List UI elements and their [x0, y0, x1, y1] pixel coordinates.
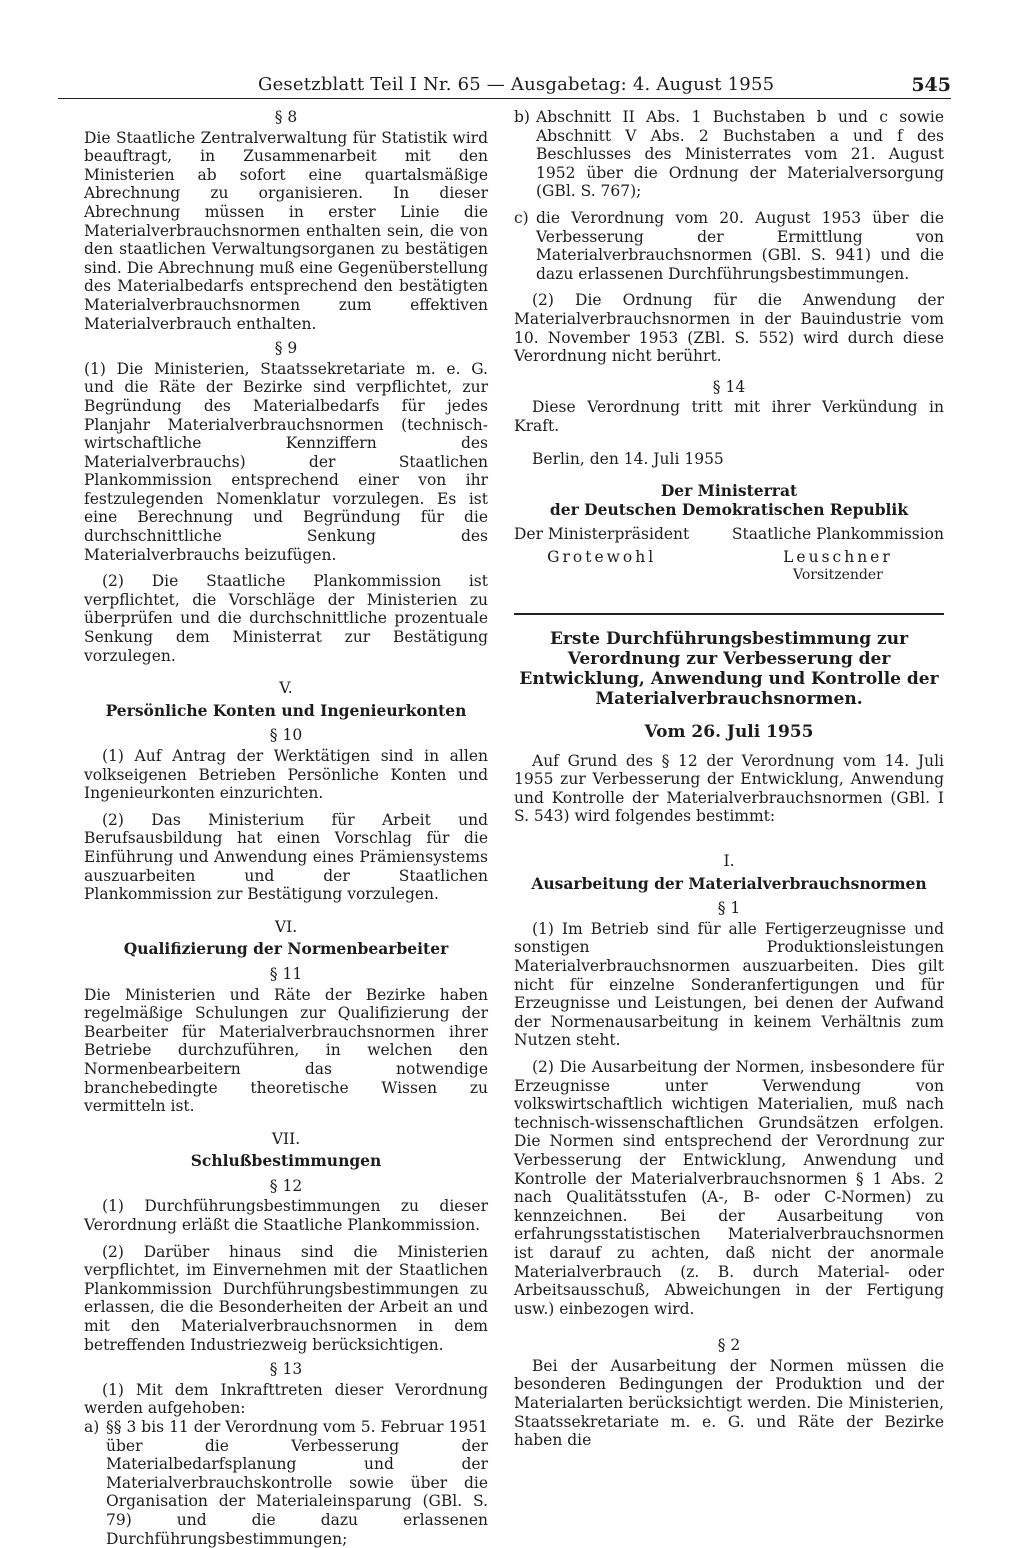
list-item-c: [514, 209, 944, 283]
section-13-paragraph-1: (1) Mit dem Inkrafttreten dieser Verordnung werden aufgehoben:: [84, 1380, 488, 1418]
signature-left: [514, 525, 689, 585]
divider-rule: [514, 613, 944, 615]
signature-row: [514, 525, 944, 585]
section-1-paragraph-1: (1) Im Betrieb sind für alle Fertigerzeugnisse und sonstigen Produktionsleistungen Materialverbrauchsnormen auszuarbeiten. Dies gilt nicht für einzelne Sonderanfertigungen und für Erzeugnisse und Leistungen, bei denen der Aufwand der Normenausarbeitung in keinem Verhältnis zum Nutzen steht.: [514, 919, 944, 1050]
left-column: [84, 108, 488, 1548]
list-item-b: [514, 108, 944, 201]
section-13-heading: § 13: [269, 1360, 303, 1379]
section-11-heading: § 11: [269, 964, 303, 983]
signature-left-title: Der Ministerpräsident: [514, 525, 690, 544]
section-1-heading: § 1: [717, 899, 741, 918]
section-2-heading: § 2: [717, 1336, 741, 1355]
section-1-paragraph-2: (2) Die Ausarbeitung der Normen, insbesondere für Erzeugnisse unter Verwendung von volkswirtschaftlich wichtigen Materialien, muß nach technisch-wissenschaftlichen Grundsätzen erfolgen. Die Normen sind entsprechend der Verordnung zur Verbesserung der Entwicklung, Anwendung und Kontrolle der Materialverbrauchsnormen § 1 Abs. 2 nach Qualitätsstufen (A-, B- oder C-Normen) zu kennzeichnen. Bei der Ausarbeitung von erfahrungsstatistischen Materialverbrauchsnormen ist darauf zu achten, daß nicht der anormale Materialverbrauch (z. B. durch Material- oder Arbeitsausschuß, Abweichungen in der Fertigung usw.) einbezogen wird.: [514, 1057, 944, 1318]
section-11-text: Die Ministerien und Räte der Bezirke haben regelmäßige Schulungen zur Qualifizierung der Bearbeiter für Materialverbrauchsnormen ihrer Betriebe durchzuführen, in welchen den Normenbearbeitern das notwendige branchebedingte theoretische Wissen zu vermitteln ist.: [84, 985, 488, 1116]
place-and-date: Berlin, den 14. Juli 1955: [532, 449, 724, 468]
chapter-vii-title: Schlußbestimmungen: [190, 1151, 382, 1171]
section-12-paragraph-2: (2) Darüber hinaus sind die Ministerien verpflichtet, im Einvernehmen mit der Staatlichen Plankommission Durchführungsbestimmungen zu erlassen, die die Besonderheiten der Arbeit an und mit den Materialverbrauchsnormen in dem betreffenden Industriezweig berücksichtigen.: [84, 1242, 488, 1354]
signature-right-role: Vorsitzender: [793, 567, 883, 584]
introduction-text: Auf Grund des § 12 der Verordnung vom 14. Juli 1955 zur Verbesserung der Entwicklung, Anwendung und Kontrolle der Materialverbrauchsnormen (GBl. I S. 543) wird folgendes bestimmt:: [514, 751, 944, 826]
signature-right: [732, 525, 944, 585]
chapter-vii-numeral: VII.: [271, 1129, 301, 1148]
section-14-heading: § 14: [712, 377, 746, 396]
chapter-i-numeral: I.: [723, 852, 735, 871]
section-12-heading: § 12: [269, 1176, 303, 1195]
page-header: [58, 72, 951, 99]
council-line-1: Der Ministerrat: [660, 481, 798, 501]
section-9-heading: § 9: [274, 339, 298, 358]
section-8-heading: § 8: [274, 108, 298, 126]
section-9-paragraph-1: (1) Die Ministerien, Staatssekretariate m. e. G. und die Räte der Bezirke sind verpflichtet, zur Begründung des Materialbedarfs für jedes Planjahr Materialverbrauchsnormen (technisch-wirtschaftliche Kennziffern des Materialverbrauchs) der Staatlichen Plankommission entsprechend einer von ihr festzulegenden Nomenklatur vorzulegen. Es ist eine Berechnung und Begründung für die durchschnittliche Senkung des Materialverbrauchs beizufügen.: [84, 359, 488, 564]
section-10-paragraph-2: (2) Das Ministerium für Arbeit und Berufsausbildung hat einen Vorschlag für die Einführung und Anwendung eines Prämiensystems auszuarbeiten und der Staatlichen Plankommission zur Bestätigung vorzulegen.: [84, 810, 488, 904]
gazette-title: Gesetzblatt Teil I Nr. 65 — Ausgabetag: 4. August 1955: [258, 74, 775, 95]
chapter-vi-numeral: VI.: [274, 917, 298, 936]
section-14-text: Diese Verordnung tritt mit ihrer Verkündung in Kraft.: [514, 398, 944, 435]
document-date: Vom 26. Juli 1955: [644, 722, 814, 743]
chapter-v-title: Persönliche Konten und Ingenieurkonten: [105, 700, 467, 720]
chapter-i-title: Ausarbeitung der Materialverbrauchsnormen: [531, 873, 927, 893]
signature-right-name: Leuschner: [783, 547, 893, 566]
section-10-paragraph-1: (1) Auf Antrag der Werktätigen sind in allen volkseigenen Betrieben Persönliche Konten und Ingenieurkonten einzurichten.: [84, 747, 488, 803]
list-text-a: §§ 3 bis 11 der Verordnung vom 5. Februar 1951 über die Verbesserung der Materialbedarfsplanung und der Materialverbrauchskontrolle sowie über die Organisation der Materialeinsparung (GBl. S. 79) und die dazu erlassenen Durchführungsbestimmungen;: [106, 1418, 488, 1548]
section-12-paragraph-1: (1) Durchführungsbestimmungen zu dieser Verordnung erläßt die Staatliche Plankommission.: [84, 1197, 488, 1235]
right-column: [514, 108, 944, 1450]
page-number: 545: [911, 74, 951, 96]
list-label-b: b): [514, 108, 530, 126]
section-13-paragraph-2: (2) Die Ordnung für die Anwendung der Materialverbrauchsnormen in der Bauindustrie vom 10. November 1953 (ZBl. S. 552) wird durch diese Verordnung nicht berührt.: [514, 291, 944, 366]
section-8-text: Die Staatliche Zentralverwaltung für Statistik wird beauftragt, in Zusammenarbeit mit den Ministerien ab sofort eine quartalsmäßige Abrechnung zu organisieren. In dieser Abrechnung müssen in erster Linie die Materialverbrauchsnormen enthalten sein, die von den staatlichen Verwaltungsorganen zu bestätigen sind. Die Abrechnung muß eine Gegenüberstellung des Materialbedarfs entsprechend den bestätigten Materialverbrauchsnormen zum effektiven Materialverbrauch enthalten.: [84, 128, 488, 333]
section-10-heading: § 10: [269, 726, 303, 745]
section-9-paragraph-2: (2) Die Staatliche Plankommission ist verpflichtet, die Vorschläge der Ministerien zu überprüfen und die durchschnittliche prozentuale Senkung dem Ministerrat zur Bestätigung vorzulegen.: [84, 572, 488, 665]
list-item-a: [84, 1418, 488, 1548]
list-text-b: Abschnitt II Abs. 1 Buchstaben b und c sowie Abschnitt V Abs. 2 Buchstaben a und f des Beschlusses des Ministerrates vom 21. August 1952 über die Ordnung der Materialversorgung (GBl. S. 767);: [536, 108, 944, 201]
chapter-v-numeral: V.: [279, 679, 293, 698]
section-2-text: Bei der Ausarbeitung der Normen müssen die besonderen Bedingungen der Produktion und der Materialarten berücksichtigt werden. Die Ministerien, Staatssekretariate m. e. G. und Räte der Bezirke haben die: [514, 1356, 944, 1450]
list-label-a: a): [84, 1418, 100, 1436]
chapter-vi-title: Qualifizierung der Normenbearbeiter: [123, 939, 449, 959]
signature-right-title: Staatliche Plankommission: [731, 525, 944, 544]
signature-left-name: Grotewohl: [547, 547, 657, 566]
document-title: Erste Durchführungsbestimmung zur Verordnung zur Verbesserung der Entwicklung, Anwendung und Kontrolle der Materialverbrauchsnormen.: [519, 629, 939, 710]
list-label-c: c): [514, 208, 529, 227]
list-text-c: die Verordnung vom 20. August 1953 über die Verbesserung der Ermittlung von Materialverbrauchsnormen (GBl. S. 941) und die dazu erlassenen Durchführungsbestimmungen.: [536, 208, 944, 283]
council-line-2: der Deutschen Demokratischen Republik: [549, 499, 909, 519]
